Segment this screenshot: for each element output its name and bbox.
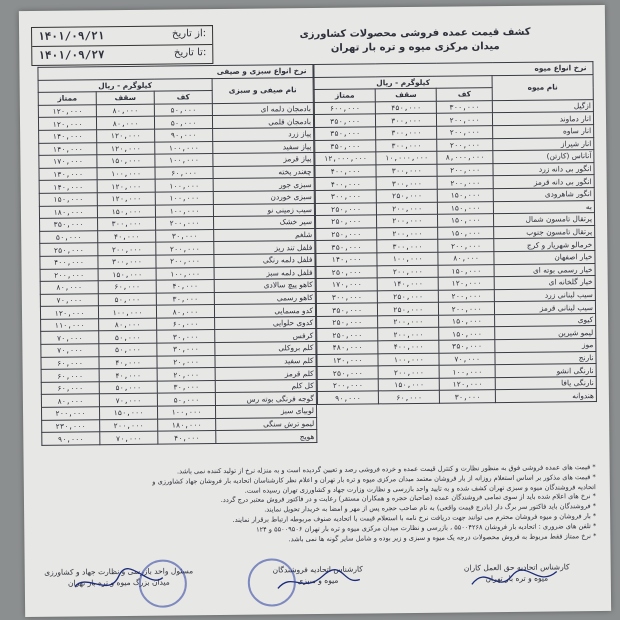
fruit-ceiling-cell: ۲۵۰,۰۰۰ [376, 189, 437, 202]
fruit-name-cell: خرمالو شهریار و کرج [494, 238, 595, 252]
veg-premium-cell: ۲۵۰,۰۰۰ [40, 243, 98, 256]
fruit-name-cell: انار شیراز [493, 137, 594, 151]
fruit-premium-cell: ۲۵۰,۰۰۰ [316, 215, 377, 228]
veg-premium-cell: ۷۰,۰۰۰ [40, 293, 98, 306]
veg-floor-cell: ۱۰۰,۰۰۰ [156, 267, 214, 280]
fruit-ceiling-cell: ۳۰۰,۰۰۰ [376, 139, 437, 152]
note-line: اتحادیه فروشندگان میوه و سبزی تهران کشف شده و به تایید واحد بازرسی و نظارت وزارت جهاد و کشاورزی تهران رسیده است. [244, 482, 596, 495]
fruit-name-cell: ازگیل [492, 99, 593, 113]
veg-name-cell: هویج [216, 430, 317, 444]
title-line-2: میدان مرکزی میوه و تره بار تهران [330, 41, 500, 54]
fruit-price-table [313, 61, 597, 405]
veg-ceiling-cell: ۱۵۰,۰۰۰ [97, 154, 155, 167]
veg-floor-cell: ۵۰,۰۰۰ [154, 116, 212, 129]
veg-name-cell: کلم سفید [215, 354, 316, 368]
veg-ceiling-cell: ۶۰,۰۰۰ [98, 280, 156, 293]
veg-name-cell: سبزی جور [213, 178, 314, 192]
veg-ceiling-cell: ۲۰۰,۰۰۰ [100, 419, 158, 432]
veg-premium-cell: ۷۰,۰۰۰ [41, 344, 99, 357]
fruit-premium-cell: ۱۴۰,۰۰۰ [316, 253, 377, 266]
fruit-unit-header: کیلوگرم - ریال [314, 75, 492, 89]
fruit-floor-cell: ۱۵۰,۰۰۰ [439, 327, 495, 340]
fruit-floor-cell: ۱۰۰,۰۰۰ [439, 365, 495, 378]
veg-premium-cell: ۱۲۰,۰۰۰ [38, 117, 96, 130]
veg-premium-cell: ۱۴۰,۰۰۰ [39, 180, 97, 193]
fruit-premium-cell: ۲۰۰,۰۰۰ [317, 379, 378, 392]
fruit-ceiling-cell: ۴۵۰,۰۰۰ [375, 101, 436, 114]
veg-premium-cell: ۴۰۰,۰۰۰ [40, 256, 98, 269]
fruit-premium-cell: ۱۲,۰۰۰,۰۰۰ [315, 152, 376, 165]
fruit-name-cell: انار ساوه [493, 125, 594, 139]
fruit-floor-cell: ۲۰۰,۰۰۰ [439, 289, 495, 302]
fruit-ceiling-cell: ۱۴۰,۰۰۰ [377, 277, 438, 290]
fruit-name-cell: انگور شاهرودی [493, 188, 594, 202]
veg-premium-cell: ۱۵۰,۰۰۰ [39, 193, 97, 206]
veg-name-cell: پیاز سفید [213, 140, 314, 154]
fruit-floor-cell: ۲۰۰,۰۰۰ [437, 126, 493, 139]
fruit-ceiling-cell: ۳۰۰,۰۰۰ [376, 164, 437, 177]
veg-name-cell: کل کلم [215, 379, 316, 393]
veg-floor-cell: ۸۰,۰۰۰ [156, 305, 214, 318]
veg-ceiling-cell: ۴۰,۰۰۰ [98, 230, 156, 243]
fruit-premium-cell: ۴۸۰,۰۰۰ [317, 341, 378, 354]
from-date-label: از تاریخ: [171, 28, 207, 40]
vegetable-price-table [37, 64, 317, 446]
price-sheet [19, 5, 611, 617]
veg-name-cell: فلفل دلمه سبز [214, 266, 315, 280]
veg-premium-cell: ۱۲۰,۰۰۰ [40, 306, 98, 319]
fruit-ceiling-cell: ۳۰۰,۰۰۰ [376, 114, 437, 127]
fruit-premium-cell: ۶۰۰,۰۰۰ [314, 102, 375, 115]
veg-ceiling-cell: ۱۲۰,۰۰۰ [97, 142, 155, 155]
fruit-ceiling-cell: ۱۵۰,۰۰۰ [378, 378, 439, 391]
fruit-premium-cell: ۲۵۰,۰۰۰ [315, 202, 376, 215]
fruit-ceiling-cell: ۱۰۰,۰۰۰ [378, 353, 439, 366]
veg-premium-cell: ۲۰۰,۰۰۰ [40, 268, 98, 281]
fruit-premium-cell: ۴۰۰,۰۰۰ [315, 177, 376, 190]
signature-subtitle: میوه و سبزی [297, 575, 339, 586]
veg-ceiling-cell: ۱۵۰,۰۰۰ [97, 205, 155, 218]
veg-ceiling-cell: ۳۰۰,۰۰۰ [98, 217, 156, 230]
veg-name-cell: پیاز قرمز [213, 153, 314, 167]
veg-name-cell: فلفل تند ریز [214, 241, 315, 255]
fruit-floor-cell: ۱۵۰,۰۰۰ [438, 201, 494, 214]
signature-subtitle: میوه و تره بار تهران [485, 573, 549, 584]
veg-floor-cell: ۶۰,۰۰۰ [155, 166, 213, 179]
fruit-floor-cell: ۲۰۰,۰۰۰ [437, 113, 493, 126]
signature-block [437, 561, 597, 585]
title-line-1: کشف قیمت عمده فروشی محصولات کشاورزی [299, 26, 531, 41]
note-line: * قیمت های عمده فروشی فوق به منظور نظارت و کنترل قیمت عمده و خرده فروشی رصد و تعیین گردیده است و به منزله نرخ از تولید کننده نمی باشد. [176, 463, 596, 476]
veg-floor-cell: ۲۰۰,۰۰۰ [156, 254, 214, 267]
fruit-floor-cell: ۱۵۰,۰۰۰ [438, 264, 494, 277]
veg-ceiling-cell: ۵۰,۰۰۰ [99, 343, 157, 356]
veg-name-cell: گوجه فرنگی بوته رس [215, 392, 316, 406]
fruit-premium-cell: ۲۵۰,۰۰۰ [316, 265, 377, 278]
veg-ceiling-cell: ۷۰,۰۰۰ [100, 431, 158, 444]
fruit-ceiling-cell: ۲۰۰,۰۰۰ [377, 265, 438, 278]
fruit-floor-cell: ۳۰۰,۰۰۰ [437, 100, 493, 113]
fruit-ceiling-cell: ۶۰,۰۰۰ [379, 391, 440, 404]
veg-premium-cell: ۸۰,۰۰۰ [41, 394, 99, 407]
note-line: * فروشندگان باید فاکتور سر برگ دار (بادرج قیمت واقعی) به نام صاحب حجره پس از مهر و امضا به خریدار تحویل نمایند. [264, 502, 597, 514]
veg-name-cell: سیب زمینی نو [213, 203, 314, 217]
fruit-premium-cell: ۲۵۰,۰۰۰ [317, 366, 378, 379]
fruit-ceiling-cell: ۱۰,۰۰۰,۰۰۰ [376, 151, 437, 164]
fruit-floor-cell: ۱۲۰,۰۰۰ [440, 377, 496, 390]
veg-ceiling-cell: ۸۰,۰۰۰ [96, 104, 154, 117]
veg-name-cell: بادمجان دلمه ای [212, 102, 313, 116]
veg-ceiling-cell: ۱۲۰,۰۰۰ [97, 192, 155, 205]
veg-floor-cell: ۳۰,۰۰۰ [157, 343, 215, 356]
veg-premium-header: ممتاز [38, 92, 96, 105]
veg-name-cell: کرفس [215, 329, 316, 343]
fruit-row [317, 389, 596, 405]
fruit-floor-cell: ۸,۰۰۰,۰۰۰ [437, 151, 493, 164]
signature-block [39, 565, 199, 589]
from-date-row [32, 26, 212, 47]
fruit-floor-cell: ۲۰۰,۰۰۰ [437, 163, 493, 176]
veg-name-cell: کلم بروکلی [215, 342, 316, 356]
veg-premium-cell: ۱۸۰,۰۰۰ [39, 205, 97, 218]
note-line: * بار فروشان و میوه فروشان محترم می توانند جهت دریافت نرخ نامه با استعلام قیمت با اتحادیه صنوف مربوطه ارتباط برقرار نمایند. [232, 512, 597, 524]
veg-ceiling-cell: ۴۰,۰۰۰ [99, 368, 157, 381]
notes-block [40, 463, 597, 547]
veg-premium-cell: ۱۴۰,۰۰۰ [39, 130, 97, 143]
fruit-ceiling-cell: ۲۰۰,۰۰۰ [378, 315, 439, 328]
fruit-ceiling-cell: ۲۰۰,۰۰۰ [377, 202, 438, 215]
veg-name-cell: سبزی خوردن [213, 190, 314, 204]
fruit-name-cell: نارنگی یافا [495, 376, 596, 390]
veg-ceiling-cell: ۸۰,۰۰۰ [99, 318, 157, 331]
fruit-premium-cell: ۳۰۰,۰۰۰ [315, 190, 376, 203]
signature-title: کارشناس اتحادیه حق العمل کاران [463, 562, 570, 573]
veg-ceiling-cell: ۱۲۰,۰۰۰ [97, 129, 155, 142]
fruit-name-cell: به [493, 200, 594, 214]
fruit-name-cell: انگور بی دانه زرد [493, 162, 594, 176]
veg-floor-header: کف [154, 91, 212, 104]
veg-floor-cell: ۵۰,۰۰۰ [154, 103, 212, 116]
document-title [285, 26, 545, 57]
veg-floor-cell: ۲۰۰,۰۰۰ [156, 217, 214, 230]
fruit-floor-cell: ۲۰۰,۰۰۰ [439, 302, 495, 315]
fruit-ceiling-cell: ۲۰۰,۰۰۰ [378, 365, 439, 378]
fruit-floor-cell: ۱۵۰,۰۰۰ [438, 189, 494, 202]
veg-ceiling-cell: ۵۰,۰۰۰ [99, 381, 157, 394]
veg-floor-cell: ۱۸۰,۰۰۰ [158, 418, 216, 431]
signature-title: مسئول واحد بازرسی و نظارت جهاد و کشاورزی [44, 566, 194, 577]
note-line: * نرخ های اعلام شده باید از سوی تمامی فروشندگان عمده (صاحبان حجره و همکاران مستقر) رعایت و در فاکتور فروش معتبر درج گردد. [220, 492, 596, 505]
veg-name-cell: کاهو رسمی [214, 291, 315, 305]
veg-floor-cell: ۴۰,۰۰۰ [158, 431, 216, 444]
veg-floor-cell: ۱۰۰,۰۰۰ [155, 191, 213, 204]
veg-name-cell: لوبیای سبز [215, 405, 316, 419]
fruit-section-title: نرخ انواع میوه [314, 62, 593, 78]
fruit-name-cell: سیب لبنانی زرد [494, 288, 595, 302]
fruit-premium-cell: ۳۵۰,۰۰۰ [316, 303, 377, 316]
veg-row [42, 430, 317, 445]
fruit-premium-cell: ۴۰۰,۰۰۰ [315, 165, 376, 178]
veg-premium-cell: ۱۲۰,۰۰۰ [38, 105, 96, 118]
veg-unit-header: کیلوگرم - ریال [38, 78, 212, 92]
veg-premium-cell: ۱۱۰,۰۰۰ [41, 319, 99, 332]
stamp-icon [248, 558, 297, 607]
fruit-premium-cell: ۳۵۰,۰۰۰ [314, 114, 375, 127]
note-line: * نرخ ممتاز فقط مربوط به فروش محصولات درجه یک میوه و سبزی و زیر بوده و شامل سایر گونه ها نمی باشد. [288, 531, 597, 543]
to-date-row [32, 45, 212, 65]
fruit-premium-header: ممتاز [314, 89, 375, 102]
fruit-floor-cell: ۲۰۰,۰۰۰ [437, 176, 493, 189]
veg-name-cell: شلغم [214, 228, 315, 242]
fruit-name-header: نام میوه [492, 74, 593, 100]
fruit-ceiling-cell: ۲۵۰,۰۰۰ [378, 302, 439, 315]
fruit-name-cell: لیمو شیرین [495, 326, 596, 340]
fruit-premium-cell: ۲۵۰,۰۰۰ [317, 328, 378, 341]
veg-floor-cell: ۱۰۰,۰۰۰ [155, 154, 213, 167]
veg-name-cell: کدوی حلوایی [215, 316, 316, 330]
fruit-name-cell: انار دماوند [492, 112, 593, 126]
signature-title: کارشناس اتحادیه فروشندگان [272, 564, 363, 575]
fruit-premium-cell: ۳۰۰,۰۰۰ [316, 291, 377, 304]
fruit-ceiling-cell: ۴۰۰,۰۰۰ [378, 340, 439, 353]
veg-ceiling-cell: ۱۰۰,۰۰۰ [97, 167, 155, 180]
veg-section-title: نرخ انواع سبزی و صیفی [38, 65, 313, 80]
fruit-premium-cell: ۲۵۰,۰۰۰ [317, 316, 378, 329]
veg-ceiling-cell: ۲۰۰,۰۰۰ [98, 242, 156, 255]
fruit-ceiling-cell: ۲۰۰,۰۰۰ [377, 227, 438, 240]
veg-premium-cell: ۱۴۰,۰۰۰ [39, 142, 97, 155]
fruit-floor-cell: ۳۰,۰۰۰ [440, 390, 496, 403]
veg-premium-cell: ۶۰,۰۰۰ [41, 356, 99, 369]
veg-name-cell: کلم قرمز [215, 367, 316, 381]
fruit-ceiling-header: سقف [375, 88, 436, 101]
veg-premium-cell: ۹۰,۰۰۰ [42, 432, 100, 445]
veg-premium-cell: ۳۵۰,۰۰۰ [40, 218, 98, 231]
veg-floor-cell: ۳۰,۰۰۰ [157, 330, 215, 343]
note-line: * قیمت های مذکور بر اساس استعلام روزانه از بار فروشان معتمد میدان مرکزی میوه و تره بار تهران و اعلام نظر کارشناسان اتحادیه بار فروشان جهاد کشاورزی و [152, 472, 596, 486]
veg-name-cell: پیاز زرد [213, 127, 314, 141]
veg-name-cell: فلفل دلمه رنگی [214, 253, 315, 267]
veg-floor-cell: ۱۰۰,۰۰۰ [155, 179, 213, 192]
fruit-floor-cell: ۱۵۰,۰۰۰ [439, 314, 495, 327]
fruit-floor-cell: ۲۰۰,۰۰۰ [438, 239, 494, 252]
fruit-premium-cell: ۹۰,۰۰۰ [317, 391, 378, 404]
veg-floor-cell: ۲۰,۰۰۰ [157, 368, 215, 381]
fruit-ceiling-cell: ۲۵۰,۰۰۰ [377, 290, 438, 303]
date-box [31, 25, 213, 66]
veg-floor-cell: ۲۰۰,۰۰۰ [156, 242, 214, 255]
veg-floor-cell: ۳۰,۰۰۰ [156, 292, 214, 305]
fruit-name-cell: پرتقال تامسون جنوب [494, 225, 595, 239]
veg-floor-cell: ۶۰,۰۰۰ [157, 317, 215, 330]
veg-ceiling-cell: ۵۰,۰۰۰ [98, 293, 156, 306]
fruit-floor-cell: ۸۰,۰۰۰ [438, 252, 494, 265]
fruit-name-cell: خیار رسمی بوته ای [494, 263, 595, 277]
fruit-premium-cell: ۳۵۰,۰۰۰ [316, 240, 377, 253]
veg-floor-cell: ۳۰,۰۰۰ [157, 380, 215, 393]
veg-ceiling-cell: ۳۰۰,۰۰۰ [98, 255, 156, 268]
veg-ceiling-cell: ۵۰,۰۰۰ [99, 331, 157, 344]
veg-ceiling-cell: ۱۲۰,۰۰۰ [97, 180, 155, 193]
veg-floor-cell: ۱۰۰,۰۰۰ [157, 406, 215, 419]
signature-block [238, 563, 398, 587]
fruit-floor-cell: ۳۵۰,۰۰۰ [439, 340, 495, 353]
fruit-ceiling-cell: ۲۰۰,۰۰۰ [377, 214, 438, 227]
veg-name-cell: چغندر پخته [213, 165, 314, 179]
fruit-premium-cell: ۳۵۰,۰۰۰ [315, 127, 376, 140]
veg-ceiling-cell: ۴۰,۰۰۰ [99, 356, 157, 369]
fruit-ceiling-cell: ۳۰۰,۰۰۰ [376, 177, 437, 190]
fruit-ceiling-cell: ۱۰۰,۰۰۰ [377, 252, 438, 265]
veg-premium-cell: ۲۰۰,۰۰۰ [41, 407, 99, 420]
veg-ceiling-cell: ۸۰,۰۰۰ [96, 117, 154, 130]
veg-name-cell: کاهو پیچ سالادی [214, 279, 315, 293]
fruit-premium-cell: ۱۷۰,۰۰۰ [316, 278, 377, 291]
signature-subtitle: میدان بزرگ میوه و تره بار تهران [67, 577, 170, 588]
fruit-name-cell: انگور بی دانه قرمز [493, 175, 594, 189]
veg-premium-cell: ۷۰,۰۰۰ [41, 331, 99, 344]
fruit-ceiling-cell: ۲۰۰,۰۰۰ [378, 328, 439, 341]
veg-name-cell: لیمو ترش سنگی [216, 417, 317, 431]
fruit-floor-cell: ۱۵۰,۰۰۰ [438, 226, 494, 239]
veg-premium-cell: ۱۳۰,۰۰۰ [39, 168, 97, 181]
signatures [39, 561, 597, 589]
fruit-name-cell: آناناس (کارتن) [493, 150, 594, 164]
veg-rows [38, 102, 317, 445]
veg-floor-cell: ۱۰۰,۰۰۰ [155, 141, 213, 154]
fruit-floor-cell: ۷۰,۰۰۰ [439, 352, 495, 365]
veg-premium-cell: ۶۰,۰۰۰ [41, 382, 99, 395]
veg-floor-cell: ۲۰,۰۰۰ [157, 355, 215, 368]
veg-name-cell: سیر خشک [214, 216, 315, 230]
veg-ceiling-cell: ۱۵۰,۰۰۰ [98, 268, 156, 281]
veg-ceiling-header: سقف [96, 91, 154, 104]
fruit-name-cell: موز [495, 339, 596, 353]
veg-floor-cell: ۱۰۰,۰۰۰ [155, 204, 213, 217]
veg-floor-cell: ۳۰,۰۰۰ [156, 229, 214, 242]
veg-floor-cell: ۴۰,۰۰۰ [156, 280, 214, 293]
veg-name-cell: بادمجان قلمی [212, 115, 313, 129]
fruit-name-cell: نارنج [495, 351, 596, 365]
fruit-name-cell: خیار گلخانه ای [494, 276, 595, 290]
stamp-icon [139, 559, 188, 608]
veg-premium-cell: ۱۷۰,۰۰۰ [39, 155, 97, 168]
veg-floor-cell: ۹۰,۰۰۰ [155, 129, 213, 142]
fruit-premium-cell: ۳۵۰,۰۰۰ [315, 139, 376, 152]
veg-ceiling-cell: ۱۵۰,۰۰۰ [99, 406, 157, 419]
fruit-name-cell: هندوانه [495, 389, 596, 403]
veg-premium-cell: ۲۳۰,۰۰۰ [42, 419, 100, 432]
handwritten-signature [467, 563, 567, 594]
veg-name-cell: کدو مسمایی [214, 304, 315, 318]
to-date-label: تا تاریخ: [173, 47, 207, 59]
fruit-premium-cell: ۱۳۰,۰۰۰ [317, 353, 378, 366]
to-date-value: ۱۴۰۱/۰۹/۲۷ [38, 48, 105, 62]
fruit-ceiling-cell: ۳۰۰,۰۰۰ [376, 126, 437, 139]
fruit-floor-cell: ۲۰۰,۰۰۰ [437, 138, 493, 151]
fruit-rows [314, 99, 596, 404]
fruit-name-cell: نارنگی انشو [495, 364, 596, 378]
from-date-value: ۱۴۰۱/۰۹/۲۱ [38, 29, 105, 43]
veg-premium-cell: ۶۰,۰۰۰ [41, 369, 99, 382]
veg-premium-cell: ۸۰,۰۰۰ [40, 281, 98, 294]
fruit-ceiling-cell: ۳۰۰,۰۰۰ [377, 240, 438, 253]
fruit-name-cell: خیار اصفهان [494, 250, 595, 264]
fruit-name-cell: سیب لبنانی قرمز [494, 301, 595, 315]
fruit-premium-cell: ۲۵۰,۰۰۰ [316, 228, 377, 241]
fruit-floor-header: کف [436, 88, 492, 101]
veg-floor-cell: ۵۰,۰۰۰ [157, 393, 215, 406]
note-line: * تلفن های ضروری : اتحادیه بار فروشان ۵۵۰۰۴۲۶۸ ، بازرسی و نظارت میدان مرکزی میوه و تره بار تهران ۵۵۰۰۹۵۰۶ و ۱۲۴ [256, 521, 597, 534]
veg-premium-cell: ۵۰,۰۰۰ [40, 230, 98, 243]
fruit-floor-cell: ۱۵۰,۰۰۰ [438, 214, 494, 227]
fruit-name-cell: کیوی [495, 313, 596, 327]
veg-ceiling-cell: ۱۰۰,۰۰۰ [98, 305, 156, 318]
veg-name-header: نام صیفی و سبزی [212, 77, 313, 103]
veg-ceiling-cell: ۷۰,۰۰۰ [99, 394, 157, 407]
fruit-name-cell: پرتقال تامسون شمال [493, 213, 594, 227]
fruit-floor-cell: ۱۲۰,۰۰۰ [438, 277, 494, 290]
